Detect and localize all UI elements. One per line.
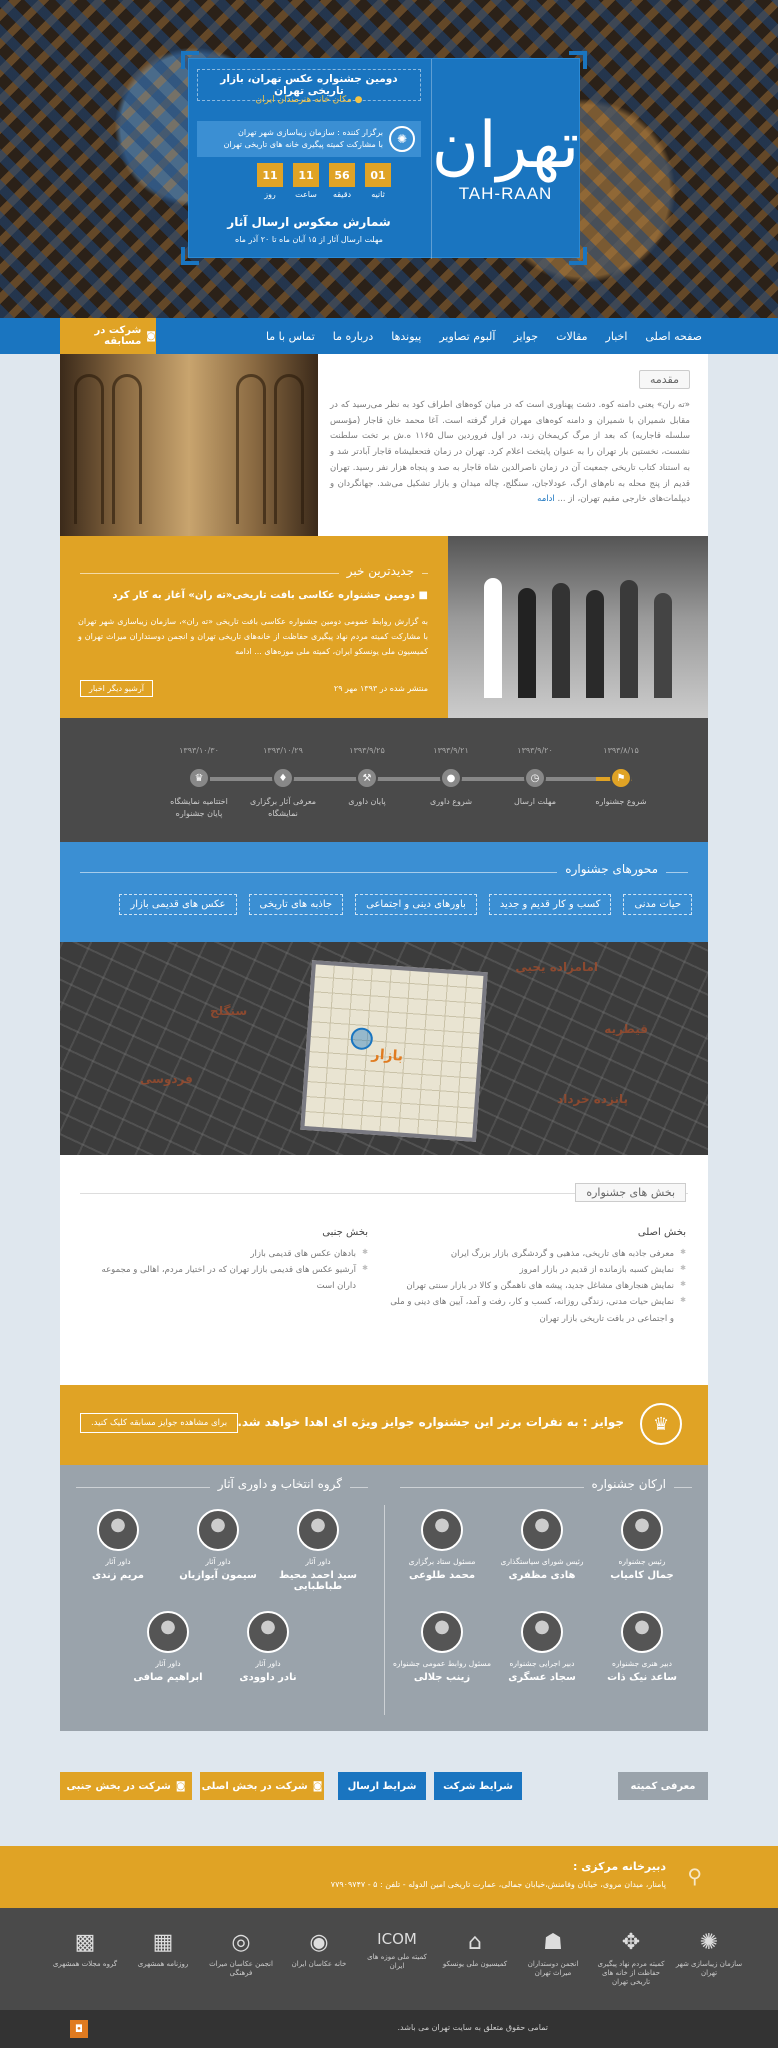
person-name: نادر داوودی [239,1671,297,1683]
axis-item-old-photos[interactable]: عکس های قدیمی بازار [119,894,236,915]
tehran-emblem-icon[interactable] [674,1932,744,1978]
gavel-icon: ⚒ [356,767,378,789]
logo-caption: کمیسیون ملی یونسکو [442,1960,508,1968]
logo-mark: ◉ [309,1930,329,1955]
location-pin-icon: ● [351,95,363,105]
main-section-join-button[interactable] [200,1772,324,1800]
person-name: سجاد عسگری [508,1671,576,1683]
stage-date: ۱۳۹۳/۱۰/۳۰ [179,746,219,755]
side-section-column [88,1227,368,1294]
avatar [621,1611,663,1653]
person-card[interactable] [392,1611,492,1683]
location-pin-icon: ⚲ [687,1864,702,1888]
countdown-label: ساعت [295,190,317,199]
grid-icon[interactable] [50,1932,120,1969]
bazaar-map[interactable] [60,942,708,1155]
bazaar-corridor-image [60,354,318,536]
person-role: مسئول روابط عمومی جشنواره [392,1659,492,1668]
sections-title: بخش های جشنواره [575,1183,686,1202]
countdown-value: 11 [293,163,319,187]
join-contest-button[interactable] [60,318,156,354]
person-card[interactable] [218,1611,318,1683]
logo-mark: ✺ [699,1930,719,1955]
figure-shape [586,590,604,698]
logo-caption: کمیته مردم نهاد پیگیری حفاظت از خانه های تاریخی تهران [597,1960,665,1987]
person-card[interactable] [168,1509,268,1581]
festival-logo[interactable] [431,59,579,259]
person-role: داور آثار [155,1659,181,1668]
intro-title: مقدمه [639,370,690,389]
arch-decoration [236,374,266,524]
lens-icon[interactable] [206,1932,276,1978]
news-headline-link[interactable] [112,590,428,601]
axis-item-civic-life[interactable]: حیات مدنی [623,894,692,915]
flag-icon: ⚑ [610,767,632,789]
countdown-label: دقیقه [332,190,352,199]
camera-icon[interactable] [284,1932,354,1969]
person-name: سیمون آیوازیان [179,1569,257,1581]
partner-logos [0,1908,778,2010]
map-pin-icon[interactable] [350,1027,373,1050]
pillars-title: ارکان جشنواره [584,1477,674,1491]
logo-caption: انجمن عکاسان میراث فرهنگی [209,1960,273,1978]
news-date: منتشر شده در ۱۳۹۳ مهر ۲۹ [333,684,428,693]
list-item: ✱ بادهان عکس های قدیمی بازار [88,1246,368,1262]
main-section-join-label: شرکت در بخش اصلی [201,1780,308,1792]
logo-caption: خانه عکاسان ایران [291,1960,347,1968]
figure-shape [518,588,536,698]
easel-icon: ♦ [272,767,294,789]
avatar [147,1611,189,1653]
logo-mark: ◎ [231,1930,251,1955]
logo-mark: ⌂ [468,1930,482,1955]
nav-item-contact[interactable]: تماس با ما [265,329,315,343]
logo-mark: ✥ [621,1930,641,1955]
stage-label: شروع داوری [429,797,473,806]
news-body: به گزارش روابط عمومی دومین جشنواره عکاسی بافت تاریخی «ته ران»، سازمان زیباسازی شهر تهران با مشارکت کمیته مردم نهاد پیگیری حفاظت از خانه‌های تاریخی تهران و انجمن دوستداران میراث تهران و کمیسیون ملی یونسکو ایران، کمیته ملی موزه‌های ... ادامه [78,617,428,657]
action-buttons [60,1772,708,1800]
figure-shape [552,583,570,698]
bullet-icon: ■ [415,590,428,601]
news-photo [448,536,708,718]
countdown-value: 11 [257,163,283,187]
countdown-unit [257,163,283,199]
arch-decoration [112,374,142,524]
logo-caption: سازمان زیباسازی شهر تهران [675,1960,743,1978]
join-contest-label: شرکت در مسابقه [94,325,142,347]
map-label: پانزده خرداد [557,1092,628,1106]
submission-terms-button[interactable]: شرایط ارسال [338,1772,426,1800]
footer-contact [0,1846,778,1908]
map-label: قیطریه [604,1022,648,1036]
stage-date: ۱۳۹۳/۸/۱۵ [603,746,639,755]
circle-icon: ● [440,767,462,789]
prize-text: جوایز : به نفرات برتر این جشنواره جوایز ویژه ای اهدا خواهد شد. [237,1415,624,1429]
countdown-unit [365,163,391,199]
avatar [197,1509,239,1551]
nav-item-links[interactable]: پیوندها [391,329,422,343]
person-card[interactable] [592,1509,692,1581]
stage-date: ۱۳۹۳/۹/۲۱ [433,746,469,755]
person-role: دبیر هنری جشنواره [612,1659,672,1668]
person-name: ساعد نیک ذات [607,1671,677,1683]
knot-icon[interactable] [596,1932,666,1987]
logo-mark: ▦ [152,1930,174,1955]
countdown-unit [293,163,319,199]
intro-text [330,398,690,508]
jury-title: گروه انتخاب و داوری آثار [210,1477,350,1491]
person-name: هادی مظفری [508,1569,576,1581]
hero-panel [188,58,580,258]
stage-date: ۱۳۹۳/۹/۲۵ [349,746,385,755]
person-name: ابراهیم صافی [133,1671,203,1683]
stage-label: اختتامیه نمایشگاه پایان جشنواره [170,797,228,818]
main-nav [0,318,778,354]
participation-terms-button[interactable]: شرایط شرکت [434,1772,522,1800]
side-section-join-label: شرکت در بخش جنبی [66,1780,171,1792]
figure-shape [484,578,502,698]
trophy-icon: ♛ [188,767,210,789]
person-role: داور آثار [205,1557,231,1566]
countdown-label: ثانیه [371,190,385,199]
news-archive-button[interactable]: آرشیو دیگر اخبار [80,680,153,697]
venue-text: مکان خانه هنرمندان ایران [255,95,352,105]
avatar [521,1611,563,1653]
logo-caption: انجمن دوستداران میراث تهران [527,1960,579,1978]
footer-bottom [0,2010,778,2048]
nav-item-articles[interactable]: مقالات [556,329,588,343]
news-headline: دومین جشنواره عکاسی بافت تاریخی«ته ران» آغاز به کار کرد [112,590,416,601]
hamshahri-icon[interactable] [128,1932,198,1969]
avatar [247,1611,289,1653]
camera-icon: ◙ [146,330,156,342]
logo-caption: گروه مجلات همشهری [52,1960,118,1968]
intro-section [60,354,708,536]
news-heading: جدیدترین خبر [339,564,422,578]
person-role: داور آثار [305,1557,331,1566]
avatar [97,1509,139,1551]
map-label: امامزاده یحیی [515,960,598,974]
hq-address: پامنار، میدان مروی، خیابان وفامنش،خیابان جمالی، عمارت تاریخی امین الدوله - تلفن : ۵ - ۷۷۹۰۹۷۴۷ [330,1880,666,1889]
partner-text: با مشارکت کمیته پیگیری خانه های تاریخی تهران [223,140,383,149]
person-role: داور آثار [105,1557,131,1566]
logo-mark: ICOM [377,1930,417,1948]
arch-decoration [74,374,104,524]
clock-icon: ◷ [524,767,546,789]
map-label: سنگلج [210,1004,248,1018]
arch-decoration [274,374,304,524]
person-name: مریم زندی [92,1569,144,1581]
nav-item-home[interactable]: صفحه اصلی [645,329,702,343]
stage-label: پایان داوری [348,797,386,806]
trophy-icon: ♛ [640,1403,682,1445]
person-name: زینب جلالی [413,1671,471,1683]
person-card[interactable] [118,1611,218,1683]
divider [384,1505,385,1715]
stage-label: مهلت ارسال [513,797,557,806]
figure-shape [620,580,638,698]
hq-title: دبیرخانه مرکزی : [572,1860,666,1873]
list-item: ✱ معرفی جاذبه های تاریخی، مذهبی و گردشگری بازار بزرگ ایران [386,1246,686,1262]
people-section [60,1465,708,1731]
person-card[interactable] [392,1509,492,1581]
main-section-head: بخش اصلی [637,1227,686,1238]
person-name: سید احمد محیط طباطبایی [279,1569,357,1592]
person-name: جمال کامیاب [610,1569,674,1581]
nav-item-gallery[interactable]: آلبوم تصاویر [439,329,496,343]
person-role: دبیر اجرایی جشنواره [509,1659,575,1668]
countdown-label: روز [264,190,276,199]
icom-icon[interactable] [362,1932,432,1971]
axis-item-business[interactable]: کسب و کار قدیم و جدید [489,894,612,915]
list-item: ✱ نمایش هنجارهای مشاغل جدید، پیشه های ناهمگن و کالا در بازار سنتی تهران [386,1278,686,1294]
latest-news [60,536,448,718]
countdown-unit [329,163,355,199]
avatar [421,1509,463,1551]
logo-mark: ▩ [74,1930,96,1955]
zone-label: بازار [371,1046,404,1065]
person-card[interactable] [492,1611,592,1683]
avatar [297,1509,339,1551]
committee-button[interactable]: معرفی کمیته [618,1772,708,1800]
person-card[interactable] [592,1611,692,1683]
person-role: مسئول ستاد برگزاری [408,1557,476,1566]
person-role: داور آثار [255,1659,281,1668]
unesco-icon[interactable] [440,1932,510,1969]
nav-item-prizes[interactable]: جوایز [513,329,539,343]
bazaar-zone[interactable] [300,960,487,1142]
countdown-subtitle: مهلت ارسال آثار از ۱۵ آبان ماه تا ۲۰ آذر ماه [235,235,383,244]
logo-latin: TAH-RAAN [458,184,553,203]
festival-title: دومین جشنواره عکس تهران، بازار تاریخی تهران [197,69,421,101]
countdown-title: شمارش معکوس ارسال آثار [227,215,391,229]
site-badge-icon[interactable]: ◘ [70,2020,88,2038]
axis-item-beliefs[interactable]: باورهای دینی و اجتماعی [355,894,477,915]
logo-caption: روزنامه همشهری [137,1960,189,1968]
side-section-head: بخش جنبی [322,1227,368,1238]
festival-info [187,59,431,259]
logo-mark: ☗ [543,1930,563,1955]
person-role: رئیس شورای سیاستگذاری [500,1557,584,1566]
camera-icon: ◙ [312,1780,323,1792]
organizer-emblem-icon: ✺ [389,126,415,152]
stage-label: شروع جشنواره [595,797,647,806]
festival-sections [60,1155,708,1385]
person-role: رئیس جشنواره [618,1557,666,1566]
copyright: تمامی حقوق متعلق به سایت تهران می باشد. [397,2023,548,2032]
countdown-value: 56 [329,163,355,187]
person-card[interactable] [268,1509,368,1592]
stage-date: ۱۳۹۳/۱۰/۲۹ [263,746,303,755]
countdown [257,163,391,199]
hero-banner [0,0,778,318]
axes-list [119,894,692,915]
view-prizes-button[interactable]: برای مشاهده جوایز مسابقه کلیک کنید. [80,1413,238,1433]
camera-icon: ◙ [175,1780,186,1792]
organizer-box [197,121,421,157]
intro-body: «ته ران» یعنی دامنه کوه. دشت پهناوری است که در میان کوه‌های اطراف کود به نظر می‌رسید که در مقابل شمیران با شمیران و دامنه کوه‌های مهران قرار گرفته است. آغا محمد خان قاجار (مؤسس سلسله قاجاریه) که بعد از مرگ کریمخان زند، در اول فروردین سال ۱۱۶۵ ه.ش بر تخت سلطنت نشست، نخستین بار تهران را به عنوان پایتخت اعلام کرد. تهران در زمان فتحعلیشاه قاجار آبادتر شد و به استناد کتاب تاریخی جمعیت آن در زمان ناصرالدین شاه قاجار به صد و پنجاه هزار نفر رسید. تهران قدیم از پنج محله به نام‌های ارگ، عودلاجان، سنگلج، چاله میدان و بازار تشکیل می‌شد. جهانگردان و دیپلمات‌های خارجی مقیم تهران، از ... [330,400,690,505]
festival-timeline [60,718,708,842]
axis-item-historic[interactable]: جاذبه های تاریخی [249,894,344,915]
countdown-value: 01 [365,163,391,187]
festival-venue [197,95,421,105]
logo-caption: کمیته ملی موزه های ایران [367,1953,427,1971]
axes-title: محورهای جشنواره [557,862,666,876]
main-section-column [386,1227,686,1327]
person-card[interactable] [68,1509,168,1581]
avatar [421,1611,463,1653]
intro-read-more-link[interactable]: ادامه [537,494,555,505]
list-item: ✱ آرشیو عکس های قدیمی بازار تهران که در اختیار مردم، اهالی و مجموعه داران است [88,1262,368,1294]
avatar [621,1509,663,1551]
festival-axes [60,842,708,942]
prize-banner [60,1385,708,1465]
list-item: ✱ نمایش کسبه بازمانده از قدیم در بازار امروز [386,1262,686,1278]
map-label: فردوسی [140,1072,193,1086]
figure-shape [654,593,672,698]
organizer-text: برگزار کننده : سازمان زیباسازی شهر تهران [238,128,383,137]
logo-calligraphy: تهران [431,109,580,183]
nav-item-news[interactable]: اخبار [605,329,628,343]
stage-label: معرفی آثار برگزاری نمایشگاه [249,797,317,818]
person-card[interactable] [492,1509,592,1581]
list-item: ✱ نمایش حیات مدنی، زندگی روزانه، کسب و کار، رفت و آمد، آیین های دینی و ملی و اجتماعی در بافت تاریخی بازار تهران [386,1294,686,1326]
side-section-join-button[interactable] [60,1772,192,1800]
nav-item-about[interactable]: درباره ما [332,329,374,343]
arch-icon[interactable] [518,1932,588,1978]
person-name: محمد طلوعی [408,1569,476,1581]
avatar [521,1509,563,1551]
stage-date: ۱۳۹۳/۹/۲۰ [517,746,553,755]
